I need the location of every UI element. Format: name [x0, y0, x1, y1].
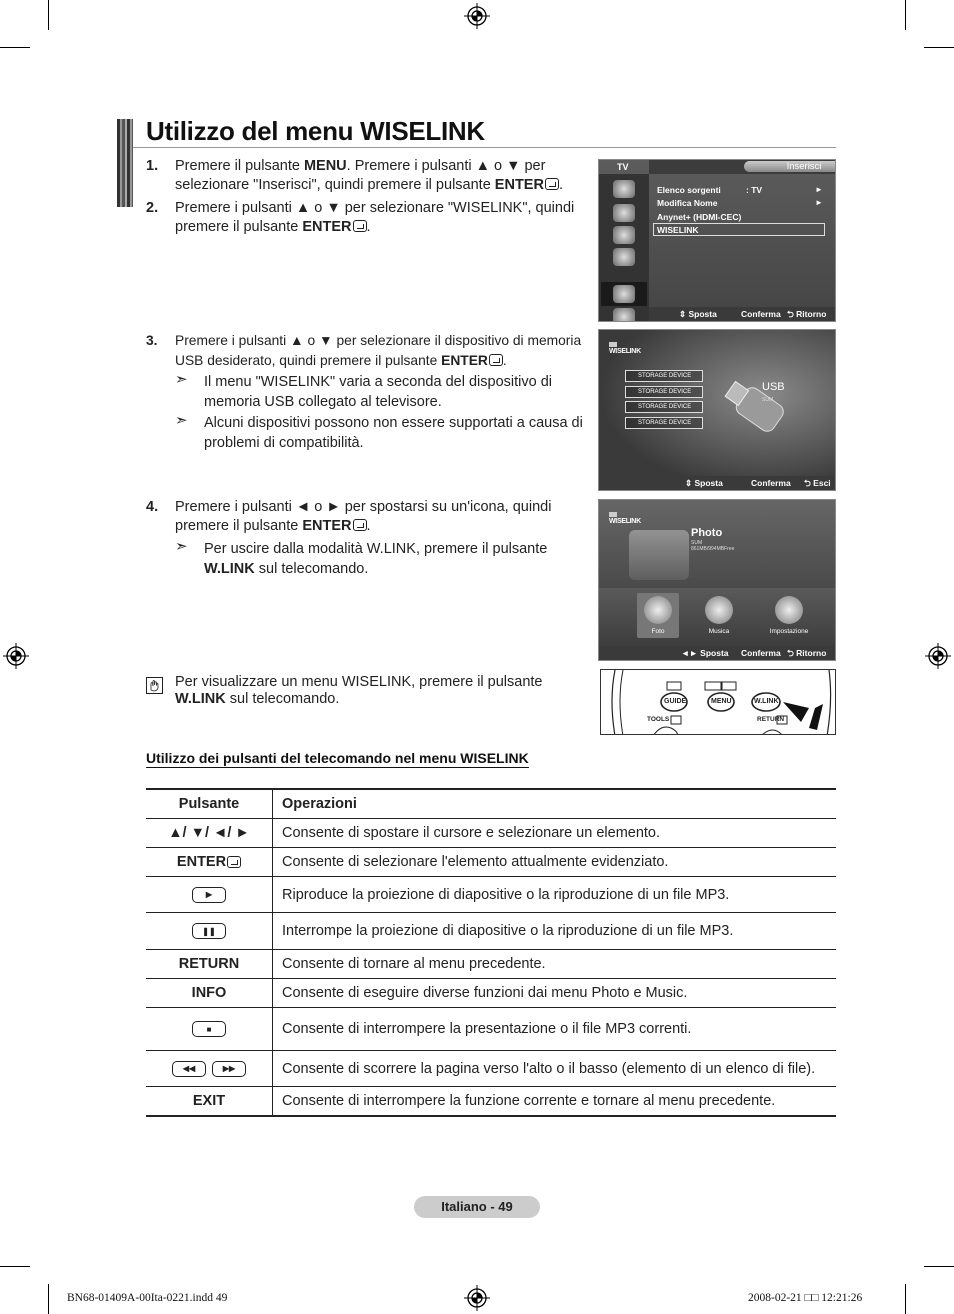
crop-mark [905, 1284, 906, 1314]
screen-footer [649, 307, 836, 321]
enter-icon [489, 354, 503, 366]
step-2 [146, 199, 586, 239]
table-button-cell: ▲/ ▼/ ◄/ ► [146, 819, 273, 847]
table-op-cell: Consente di interrompere la funzione corrente e tornare al menu precedente. [282, 1093, 776, 1109]
step-text-part: premere il pulsante [175, 518, 303, 534]
note-line: Alcuni dispositivi possono non essere supportati a causa di [204, 415, 583, 431]
screen-sidebar [599, 174, 649, 322]
table-op-cell: Consente di scorrere la pagina verso l'alto o il basso (elemento di un elenco di file). [282, 1060, 816, 1077]
step-text-part: . Premere i pulsanti ▲ o ▼ per [346, 158, 546, 174]
step-1 [146, 157, 586, 197]
tab-inserisci: Inserisci [744, 161, 836, 172]
note-arrow-icon: ➣ [175, 412, 188, 429]
note-line: sul telecomando. [254, 561, 369, 577]
media-icon-bar [599, 588, 836, 646]
table-header-row [146, 790, 836, 819]
remote-wlink-button: W.LINK [754, 698, 779, 705]
note-line: Il menu "WISELINK" varia a seconda del dispositivo di [204, 374, 552, 390]
menu-arrow-icon: ► [815, 198, 823, 207]
buttons-table [146, 788, 836, 1117]
wiselink-logo: WISELINK [609, 512, 641, 525]
table-header-cell: Operazioni [282, 796, 357, 812]
table-op-cell: Consente di spostare il cursore e selezionare un elemento. [282, 825, 661, 841]
table-button-cell [146, 877, 273, 912]
page-title: Utilizzo del menu WISELINK [146, 116, 485, 146]
photo-sub [691, 540, 734, 552]
screen-usb-devices [598, 329, 836, 491]
table-row [146, 1087, 836, 1115]
note-line: problemi di compatibilità. [204, 435, 364, 451]
screen-input-menu [598, 159, 836, 322]
crop-mark [924, 1266, 954, 1267]
tv-label: TV [617, 162, 629, 172]
storage-device-item: STORAGE DEVICE [625, 386, 703, 398]
media-impostazione: Impostazione [759, 596, 819, 635]
support-icon [613, 308, 635, 322]
step-text [175, 331, 581, 371]
channel-icon [613, 226, 635, 244]
screen-footer [599, 646, 835, 660]
step-text-part: Premere il pulsante [175, 158, 304, 174]
step-text-part: premere il pulsante [175, 219, 303, 235]
footer-exit: ⮌ Esci [804, 478, 831, 488]
step-text-bold: ENTER [441, 353, 488, 368]
storage-device-item: STORAGE DEVICE [625, 370, 703, 382]
crop-mark [0, 1266, 30, 1267]
note-bold: W.LINK [204, 561, 255, 577]
print-file-info: BN68-01409A-00Ita-0221.indd 49 [67, 1292, 228, 1304]
footer-confirm: Conferma [741, 648, 781, 658]
footer-confirm: Conferma [751, 478, 791, 488]
table-row [146, 950, 836, 979]
enter-icon [227, 856, 241, 868]
step-text-part: Premere i pulsanti ▲ o ▼ per selezionare "WISELINK", quindi [175, 200, 575, 216]
footer-move: ◄► Sposta [681, 648, 729, 658]
table-op-cell: Consente di tornare al menu precedente. [282, 956, 546, 972]
picture-icon [613, 180, 635, 198]
usb-label: USB [762, 381, 785, 393]
step-text [175, 498, 551, 536]
stop-icon: ■ [192, 1021, 226, 1037]
enter-icon [353, 220, 367, 232]
step-text-part: . [502, 353, 507, 368]
storage-device-item: STORAGE DEVICE [625, 417, 703, 429]
enter-label: ENTER [176, 854, 227, 870]
note-text [204, 539, 547, 579]
table-row [146, 848, 836, 877]
usb-sublabel: SUM [762, 397, 774, 403]
settings-icon [775, 596, 803, 624]
step-text-part: Premere i pulsanti ◄ o ► per spostarsi su un'icona, quindi [175, 499, 552, 515]
menu-item-source: Elenco sorgenti [657, 185, 721, 195]
table-op-cell: Consente di eseguire diverse funzioni dai menu Photo e Music. [282, 985, 688, 1001]
table-button-cell: INFO [146, 979, 273, 1007]
remote-guide-button: GUIDE [664, 698, 687, 705]
photo-icon [644, 596, 672, 624]
table-row [146, 979, 836, 1008]
note-line: memoria USB collegato al televisore. [204, 394, 442, 410]
step-text-bold: ENTER [302, 518, 352, 534]
note-step3-a [175, 372, 595, 412]
wiselink-logo: WISELINK [609, 342, 641, 355]
registration-mark-icon [925, 643, 951, 669]
table-button-cell [146, 1051, 273, 1086]
title-rule [133, 147, 836, 148]
footer-move: ⇕ Sposta [685, 478, 723, 488]
headphones-icon [705, 596, 733, 624]
step-text-part: . [366, 518, 371, 534]
footer-confirm: Conferma [741, 309, 781, 319]
photo-sub-device: SUM [691, 540, 703, 546]
table-button-cell [146, 913, 273, 949]
step-text-part: . [558, 177, 563, 193]
crop-mark [924, 47, 954, 48]
fast-forward-icon: ▶▶ [212, 1061, 246, 1077]
setup-icon [613, 248, 635, 266]
footer-return: ⮌ Ritorno [787, 309, 827, 319]
registration-mark-icon [464, 1285, 490, 1311]
registration-mark-icon [3, 643, 29, 669]
note-text [204, 372, 552, 412]
screen-topbar [649, 160, 836, 174]
media-foto: Foto [637, 593, 679, 638]
note-step3-b [175, 413, 595, 453]
step-4 [146, 498, 586, 538]
sound-icon [613, 204, 635, 222]
print-date-info: 2008-02-21 □□ 12:21:26 [748, 1292, 863, 1304]
remote-tools-button: TOOLS [647, 716, 670, 723]
section-subheading: Utilizzo dei pulsanti del telecomando nel menu WISELINK [146, 750, 529, 766]
note-line: Per uscire dalla modalità W.LINK, premere il pulsante [204, 541, 548, 557]
table-op-cell: Riproduce la proiezione di diapositive o la riproduzione di un file MP3. [282, 886, 730, 903]
table-button-cell [146, 1008, 273, 1050]
memo-icon [146, 677, 163, 694]
step-text-bold: ENTER [302, 219, 352, 235]
screen-photo [598, 499, 836, 661]
table-header-cell: Pulsante [146, 790, 273, 818]
table-row [146, 877, 836, 913]
step-3 [146, 331, 594, 371]
crop-mark [0, 47, 30, 48]
pause-icon: ❚❚ [192, 923, 226, 939]
photo-sub-space: 861MB/994MBFree [691, 546, 735, 552]
input-icon [613, 285, 635, 303]
crop-mark [905, 0, 906, 30]
step-text-bold: ENTER [494, 177, 544, 193]
screen-footer [599, 476, 835, 490]
enter-icon [545, 178, 559, 190]
step-text-part: selezionare "Inserisci", quindi premere il pulsante [175, 177, 495, 193]
crop-mark [48, 1284, 49, 1314]
photo-title: Photo [691, 527, 723, 539]
remote-return-button: RETURN [757, 716, 785, 723]
note-step4 [175, 539, 595, 579]
menu-item-rename: Modifica Nome [657, 198, 718, 208]
table-row [146, 1008, 836, 1051]
menu-item-anynet: Anynet+ (HDMI-CEC) [657, 212, 742, 222]
step-number: 2. [146, 200, 159, 216]
step-number: 3. [146, 333, 158, 348]
table-button-cell [146, 848, 273, 876]
table-button-cell: RETURN [146, 950, 273, 978]
title-decoration-bar [117, 119, 133, 207]
memo-line: Per visualizzare un menu WISELINK, premere il pulsante [175, 674, 543, 690]
page-number: Italiano - 49 [414, 1196, 540, 1218]
crop-mark [48, 0, 49, 30]
memo-bold: W.LINK [175, 691, 226, 707]
footer-move: ⇕ Sposta [679, 309, 717, 319]
note-arrow-icon: ➣ [175, 371, 188, 388]
step-text-part: USB desiderato, quindi premere il pulsante [175, 353, 442, 368]
camera-image [629, 530, 689, 580]
note-arrow-icon: ➣ [175, 538, 188, 555]
menu-arrow-icon: ► [815, 185, 823, 194]
step-number: 4. [146, 499, 159, 515]
step-number: 1. [146, 158, 159, 174]
note-text [204, 413, 583, 453]
step-text-part: Premere i pulsanti ▲ o ▼ per selezionare il dispositivo di memoria [175, 333, 582, 348]
media-musica: Musica [699, 596, 739, 635]
table-row [146, 1051, 836, 1087]
footer-return: ⮌ Ritorno [787, 648, 827, 658]
step-text [175, 199, 574, 237]
step-text [175, 157, 563, 195]
menu-item-wiselink: WISELINK [657, 225, 699, 235]
step-text-bold: MENU [303, 158, 347, 174]
table-op-cell: Consente di selezionare l'elemento attualmente evidenziato. [282, 854, 669, 870]
rewind-icon: ◀◀ [172, 1061, 206, 1077]
play-icon: ▶ [192, 887, 226, 903]
table-row [146, 819, 836, 848]
table-button-cell: EXIT [146, 1087, 273, 1115]
table-op-cell: Interrompe la proiezione di diapositive o la riproduzione di un file MP3. [282, 923, 734, 939]
remote-illustration [600, 669, 836, 735]
memo-line: sul telecomando. [225, 691, 340, 707]
remote-menu-button: MENU [711, 698, 732, 705]
memo-note [175, 674, 595, 714]
table-op-cell: Consente di interrompere la presentazione o il file MP3 correnti. [282, 1021, 692, 1037]
step-text-part: . [366, 219, 371, 235]
storage-device-item: STORAGE DEVICE [625, 401, 703, 413]
registration-mark-icon [464, 3, 490, 29]
enter-icon [353, 519, 367, 531]
usb-stick-icon [717, 375, 797, 445]
table-row [146, 913, 836, 950]
menu-item-source-value: : TV [746, 185, 763, 195]
